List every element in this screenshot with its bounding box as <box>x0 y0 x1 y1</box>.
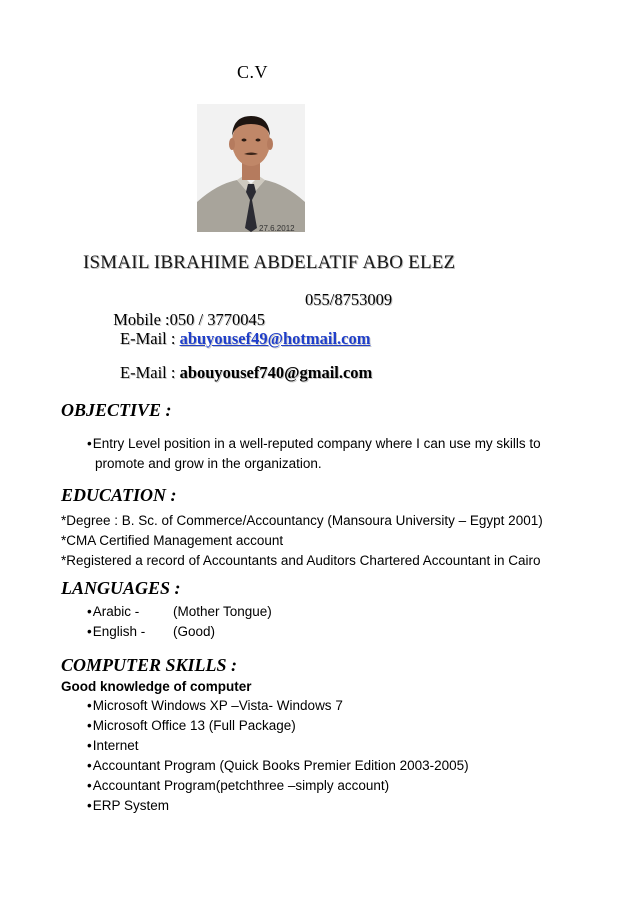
mobile-number-2: 055/8753009 <box>305 290 393 309</box>
education-item: *Degree : B. Sc. of Commerce/Accountancy (Mansoura University – Egypt 2001) <box>61 513 543 528</box>
objective-section <box>87 434 541 474</box>
skill-item <box>87 716 469 736</box>
email-link-gmail[interactable]: abouyousef740@gmail.com <box>179 363 373 382</box>
skill-text: Microsoft Office 13 (Full Package) <box>92 718 296 733</box>
language-item <box>87 622 145 642</box>
skill-item <box>87 736 469 756</box>
skill-text: Accountant Program(petchthree –simply account) <box>92 778 390 793</box>
language-item <box>87 602 139 622</box>
education-item: *Registered a record of Accountants and Auditors Chartered Accountant in Cairo <box>61 553 541 568</box>
education-heading: EDUCATION : <box>61 485 177 505</box>
language-name: • English - <box>87 624 145 639</box>
objective-text-1: Entry Level position in a well-reputed company where I can use my skills to <box>92 436 541 451</box>
language-level: (Mother Tongue) <box>173 604 272 619</box>
candidate-name: ISMAIL IBRAHIME ABDELATIF ABO ELEZ <box>83 252 456 273</box>
skill-item <box>87 696 469 716</box>
languages-list <box>87 602 347 644</box>
email-label: E-Mail : <box>120 329 180 348</box>
person-portrait-image <box>197 104 305 232</box>
skill-item <box>87 756 469 776</box>
email-line-1 <box>120 329 370 349</box>
profile-photo <box>197 104 305 232</box>
objective-heading: OBJECTIVE : <box>61 400 172 420</box>
email-line-2 <box>120 363 372 383</box>
skill-text: ERP System <box>92 798 170 813</box>
languages-heading: LANGUAGES : <box>61 578 181 598</box>
email-link-hotmail[interactable]: abuyousef49@hotmail.com <box>179 329 371 348</box>
objective-line-1 <box>87 434 541 454</box>
computer-skills-list <box>87 696 469 816</box>
skill-item <box>87 796 469 816</box>
education-list <box>61 511 543 571</box>
skill-text: Microsoft Windows XP –Vista- Windows 7 <box>92 698 343 713</box>
objective-line-2: promote and grow in the organization. <box>95 456 322 471</box>
skill-item <box>87 776 469 796</box>
mobile-number-1: Mobile :050 / 3770045 <box>113 310 265 329</box>
computer-skills-intro: Good knowledge of computer <box>61 679 252 694</box>
email-label: E-Mail : <box>120 363 180 382</box>
photo-date-stamp: 27.6.2012 <box>259 224 295 232</box>
language-level: (Good) <box>173 624 216 639</box>
skill-text: Accountant Program (Quick Books Premier Edition 2003-2005) <box>92 758 469 773</box>
skill-text: Internet <box>92 738 139 753</box>
education-item: *CMA Certified Management account <box>61 533 284 548</box>
page-title: C.V <box>236 62 268 82</box>
computer-skills-heading: COMPUTER SKILLS : <box>61 655 238 675</box>
language-name: • Arabic - <box>87 604 139 619</box>
